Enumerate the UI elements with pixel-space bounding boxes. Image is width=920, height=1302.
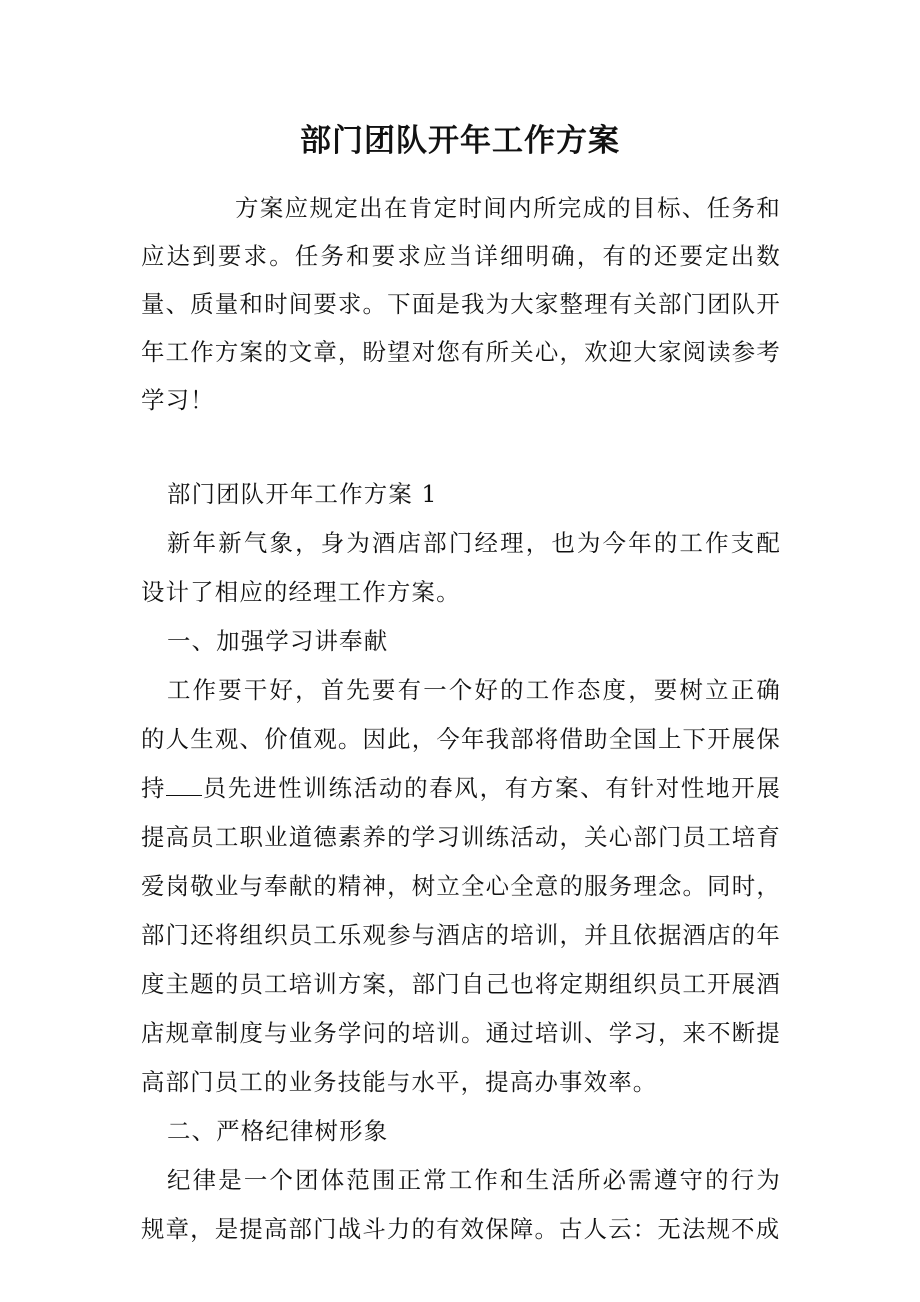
paragraph-1: 新年新气象，身为酒店部门经理，也为今年的工作支配设计了相应的经理工作方案。 [141,529,781,606]
document-body [141,184,781,1254]
heading-2: 二、严格纪律树形象 [167,1117,389,1145]
heading-1: 一、加强学习讲奉献 [167,627,389,655]
paragraph-3: 纪律是一个团体范围正常工作和生活所必需遵守的行为规章，是提高部门战斗力的有效保障。古人云：无法规不成 [141,1166,781,1243]
section-title: 部门团队开年工作方案 1 [167,480,438,508]
blank-underline [166,777,202,796]
document-title: 部门团队开年工作方案 [300,123,620,159]
paragraph-2-part-1: 工作要干好，首先要有一个好的工作态度，要树立正确的人生观、价值观。因此，今年我部将借助全国上下开展保持 [141,676,781,802]
paragraph-2 [141,666,781,1107]
paragraph-2-part-2: 员先进性训练活动的春风，有方案、有针对性地开展提高员工职业道德素养的学习训练活动，关心部门员工培育爱岗敬业与奉献的精神，树立全心全意的服务理念。同时，部门还将组织员工乐观参与酒店的培训，并且依据酒店的年度主题的员工培训方案，部门自己也将定期组织员工开展酒店规章制度与业务学问的培训。通过培训、学习，来不断提高部门员工的业务技能与水平，提高办事效率。 [141,774,781,1096]
intro-paragraph: 方案应规定出在肯定时间内所完成的目标、任务和应达到要求。任务和要求应当详细明确，有的还要定出数量、质量和时间要求。下面是我为大家整理有关部门团队开年工作方案的文章，盼望对您有所关心，欢迎大家阅读参考学习！ [141,194,781,414]
